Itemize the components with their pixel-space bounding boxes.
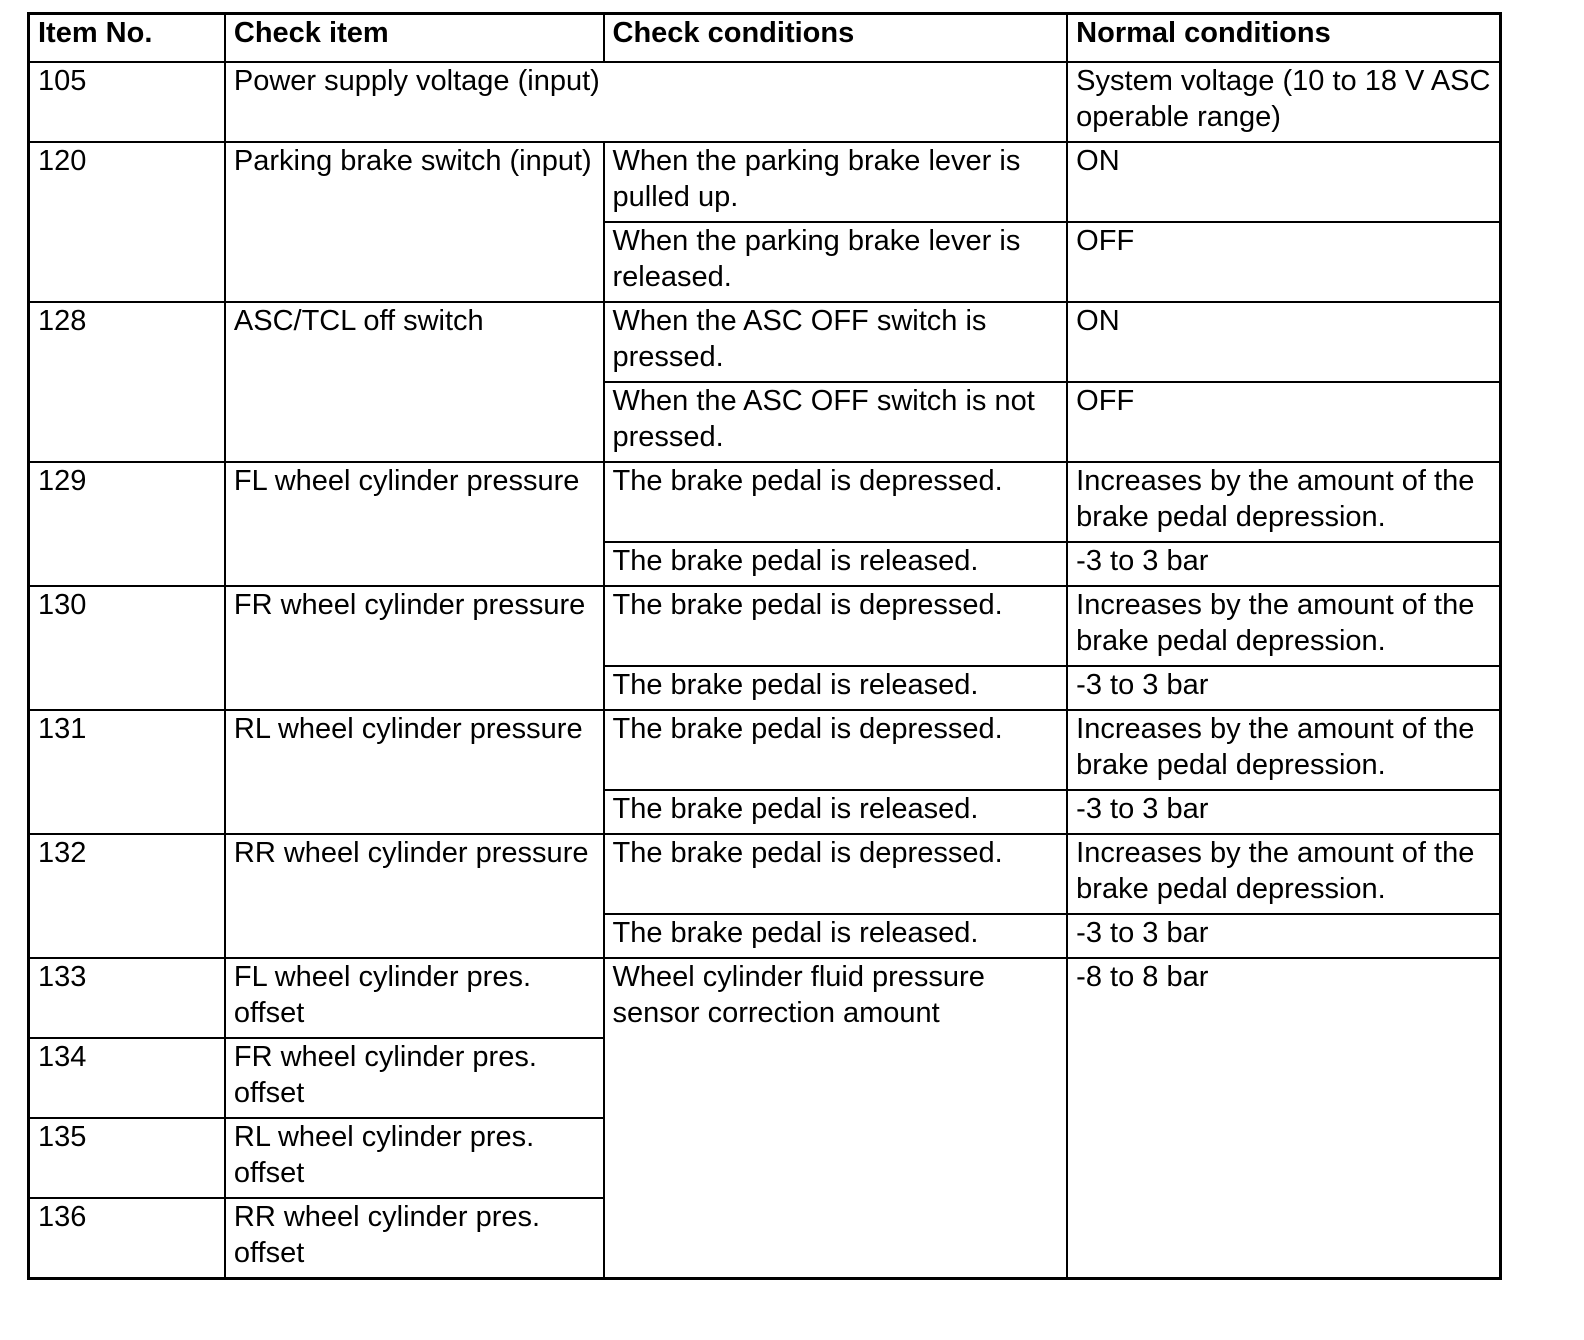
item-no-cell: 129 <box>29 462 225 586</box>
check-item-cell: FR wheel cylinder pres. offset <box>225 1038 604 1118</box>
normal-condition-cell: Increases by the amount of the brake pedal depression. <box>1067 462 1500 542</box>
normal-condition-cell: -3 to 3 bar <box>1067 666 1500 710</box>
normal-condition-cell: -3 to 3 bar <box>1067 914 1500 958</box>
normal-condition-cell: Increases by the amount of the brake pedal depression. <box>1067 834 1500 914</box>
item-no-cell: 131 <box>29 710 225 834</box>
check-item-cell: RR wheel cylinder pressure <box>225 834 604 958</box>
check-condition-cell: The brake pedal is depressed. <box>604 586 1068 666</box>
normal-condition-cell: OFF <box>1067 382 1500 462</box>
check-condition-cell: The brake pedal is depressed. <box>604 462 1068 542</box>
check-condition-cell: When the ASC OFF switch is not pressed. <box>604 382 1068 462</box>
item-no-cell: 132 <box>29 834 225 958</box>
item-no-cell: 105 <box>29 62 225 142</box>
check-condition-cell: The brake pedal is depressed. <box>604 710 1068 790</box>
header-item-no: Item No. <box>29 14 225 63</box>
normal-condition-cell: Increases by the amount of the brake pedal depression. <box>1067 710 1500 790</box>
check-condition-cell: The brake pedal is depressed. <box>604 834 1068 914</box>
check-items-table <box>27 12 1502 1280</box>
check-condition-cell: When the parking brake lever is pulled up. <box>604 142 1068 222</box>
check-condition-cell: The brake pedal is released. <box>604 790 1068 834</box>
check-item-cell: ASC/TCL off switch <box>225 302 604 462</box>
check-condition-cell: The brake pedal is released. <box>604 666 1068 710</box>
table-row <box>29 834 1501 914</box>
check-item-cell: FL wheel cylinder pressure <box>225 462 604 586</box>
check-item-cell: FL wheel cylinder pres. offset <box>225 958 604 1038</box>
table-row <box>29 462 1501 542</box>
normal-condition-cell: -3 to 3 bar <box>1067 542 1500 586</box>
normal-condition-cell: -3 to 3 bar <box>1067 790 1500 834</box>
table-row <box>29 142 1501 222</box>
header-row <box>29 14 1501 63</box>
check-item-cell: Parking brake switch (input) <box>225 142 604 302</box>
check-condition-cell: The brake pedal is released. <box>604 914 1068 958</box>
check-condition-cell: When the ASC OFF switch is pressed. <box>604 302 1068 382</box>
normal-condition-cell: -8 to 8 bar <box>1067 958 1500 1279</box>
header-normal-conditions: Normal conditions <box>1067 14 1500 63</box>
check-item-cell: FR wheel cylinder pressure <box>225 586 604 710</box>
table-row <box>29 710 1501 790</box>
header-check-item: Check item <box>225 14 604 63</box>
check-item-cell: RL wheel cylinder pres. offset <box>225 1118 604 1198</box>
item-no-cell: 133 <box>29 958 225 1038</box>
header-check-conditions: Check conditions <box>604 14 1068 63</box>
normal-condition-cell: Increases by the amount of the brake pedal depression. <box>1067 586 1500 666</box>
normal-condition-cell: ON <box>1067 302 1500 382</box>
item-no-cell: 134 <box>29 1038 225 1118</box>
normal-condition-cell: OFF <box>1067 222 1500 302</box>
normal-condition-cell: System voltage (10 to 18 V ASC operable range) <box>1067 62 1500 142</box>
table-row <box>29 302 1501 382</box>
check-condition-cell: The brake pedal is released. <box>604 542 1068 586</box>
table-row <box>29 586 1501 666</box>
item-no-cell: 130 <box>29 586 225 710</box>
table-row <box>29 958 1501 1038</box>
check-condition-cell: When the parking brake lever is released. <box>604 222 1068 302</box>
item-no-cell: 128 <box>29 302 225 462</box>
check-item-cell: Power supply voltage (input) <box>225 62 1067 142</box>
item-no-cell: 136 <box>29 1198 225 1279</box>
item-no-cell: 120 <box>29 142 225 302</box>
check-condition-cell: Wheel cylinder fluid pressure sensor correction amount <box>604 958 1068 1279</box>
check-item-cell: RR wheel cylinder pres. offset <box>225 1198 604 1279</box>
table-row <box>29 62 1501 142</box>
normal-condition-cell: ON <box>1067 142 1500 222</box>
check-item-cell: RL wheel cylinder pressure <box>225 710 604 834</box>
item-no-cell: 135 <box>29 1118 225 1198</box>
